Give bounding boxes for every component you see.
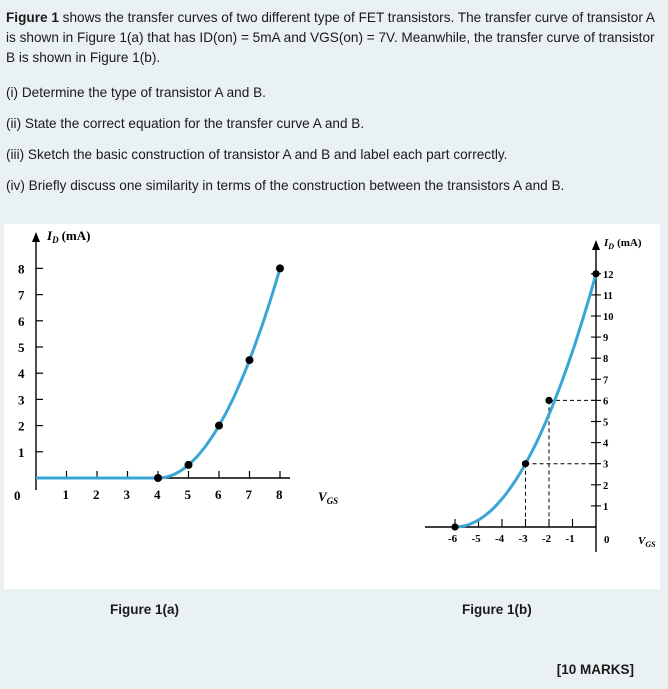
fig-b-guides xyxy=(526,400,597,527)
fig-b-y-tick-label: 10 xyxy=(603,312,614,323)
fig-a-y-tick-label: 3 xyxy=(18,392,25,408)
fig-a-x-tick-label: 1 xyxy=(62,487,69,502)
fig-a-curve xyxy=(158,268,280,478)
fig-b-y-tick-label: 5 xyxy=(603,417,609,429)
fig-b-y-tick-label: 4 xyxy=(603,438,609,450)
fig-a-y-tick-label: 4 xyxy=(18,366,25,382)
fig-b-y-tick-label: 8 xyxy=(603,354,609,366)
fig-b-data-point xyxy=(451,523,458,530)
fig-a-ylabel: $I_D$ (mA) xyxy=(47,228,91,245)
fig-a-data-point xyxy=(215,422,223,430)
figure-b xyxy=(425,237,656,552)
part-iv: (iv) Briefly discuss one similarity in terms of the construction between the transistors A and B. xyxy=(6,178,565,193)
part-ii: (ii) State the correct equation for the transfer curve A and B. xyxy=(6,116,365,131)
fig-a-data-point xyxy=(154,474,162,482)
fig-b-data-point xyxy=(545,397,552,404)
fig-a-y-tick-label: 5 xyxy=(18,340,25,355)
fig-b-y-arrow xyxy=(592,240,600,250)
fig-b-curve xyxy=(455,274,596,527)
intro-text: shows the transfer curves of two different type of FET transistors. The transfer curve of transistor A is shown in Figure 1(a) that has ID(on) = 5mA and VGS(on) = 7V. Meanwhile, the transfer curve of transistor B is shown in Figure 1(b). xyxy=(6,10,655,65)
fig-b-x-tick-label: -6 xyxy=(448,533,458,545)
fig-b-data-point xyxy=(522,460,529,467)
fig-b-y-tick-label: 7 xyxy=(603,375,609,387)
fig-b-data-point xyxy=(592,270,599,277)
fig-a-x-tick-label: 2 xyxy=(93,487,100,502)
fig-b-xlabel: $V_{GS}$ xyxy=(638,535,656,549)
fig-b-x-tick-label: -1 xyxy=(565,533,575,545)
figure-a xyxy=(14,228,338,506)
fig-b-y-tick-label: 1 xyxy=(603,501,609,513)
part-i: (i) Determine the type of transistor A and B. xyxy=(6,85,266,100)
part-iii: (iii) Sketch the basic construction of transistor A and B and label each part correctly. xyxy=(6,147,508,162)
fig-b-y-tick-label: 3 xyxy=(603,459,609,471)
figure-panel xyxy=(4,224,660,589)
fig-b-y-tick-label: 2 xyxy=(603,480,609,492)
fig-a-y-tick-label: 2 xyxy=(18,418,25,434)
question-intro xyxy=(6,8,656,68)
fig-a-data-point xyxy=(246,356,254,364)
fig-b-y-tick-label: 6 xyxy=(603,396,609,408)
fig-a-origin: 0 xyxy=(14,488,21,503)
fig-a-x-tick-label: 3 xyxy=(123,487,130,502)
fig-a-y-tick-label: 8 xyxy=(18,261,25,277)
question-text xyxy=(6,8,656,68)
fig-a-xlabel: $V_{GS}$ xyxy=(318,489,339,506)
fig-a-x-tick-label: 6 xyxy=(215,487,222,502)
fig-a-data-point xyxy=(185,461,193,469)
caption-figure-b: Figure 1(b) xyxy=(462,602,532,617)
fig-b-origin: 0 xyxy=(604,534,610,546)
fig-a-x-tick-label: 4 xyxy=(154,487,161,502)
fig-b-y-tick-label: 11 xyxy=(603,290,613,302)
fig-a-y-tick-label: 1 xyxy=(18,444,25,460)
fig-a-ticks xyxy=(18,261,283,502)
figure-ref: Figure 1 xyxy=(6,10,59,25)
fig-a-x-tick-label: 7 xyxy=(245,487,252,502)
fig-b-ticks xyxy=(448,270,614,545)
fig-a-x-tick-label: 8 xyxy=(276,487,283,502)
fig-a-points xyxy=(154,264,284,482)
fig-a-y-tick-label: 6 xyxy=(18,313,25,329)
fig-a-x-tick-label: 5 xyxy=(184,487,191,502)
fig-b-y-tick-label: 12 xyxy=(603,269,614,281)
fig-a-y-arrow xyxy=(32,232,40,242)
figures-svg xyxy=(4,224,660,589)
fig-b-x-tick-label: -4 xyxy=(495,533,505,545)
fig-b-y-tick-label: 9 xyxy=(603,333,609,345)
caption-figure-a: Figure 1(a) xyxy=(110,602,180,617)
fig-b-x-tick-label: -2 xyxy=(542,533,552,545)
marks-label: [10 MARKS] xyxy=(556,662,634,677)
fig-a-data-point xyxy=(276,264,284,272)
fig-a-y-tick-label: 7 xyxy=(18,287,25,303)
fig-b-ylabel: $I_D$ (mA) xyxy=(604,237,642,251)
fig-b-x-tick-label: -5 xyxy=(471,533,481,545)
fig-b-x-tick-label: -3 xyxy=(518,533,528,545)
